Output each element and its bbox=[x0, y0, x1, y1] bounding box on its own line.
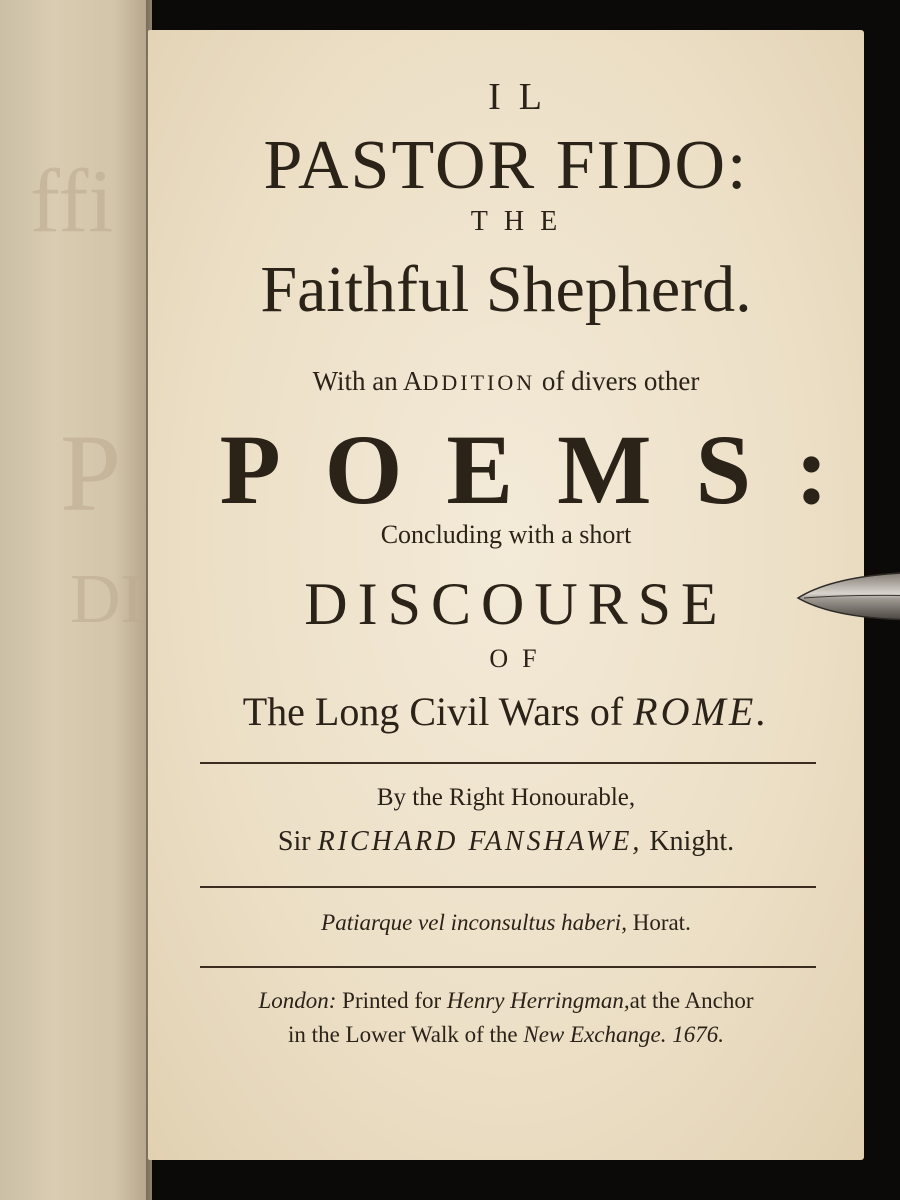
imprint-walk: in the Lower Walk of the bbox=[288, 1022, 524, 1047]
author-line bbox=[148, 826, 864, 858]
title-line-pastor-fido: PASTOR FIDO: bbox=[263, 127, 749, 204]
imprint-location: at the Anchor bbox=[629, 988, 754, 1013]
facing-page bbox=[0, 0, 152, 1200]
addition-small-caps: DDITION bbox=[422, 370, 536, 395]
metal-page-clip-icon bbox=[796, 570, 900, 622]
author-intro: By the Right Honourable, bbox=[376, 784, 636, 811]
horizontal-rule bbox=[200, 886, 816, 888]
show-through-ghost-text: P bbox=[60, 412, 122, 534]
show-through-ghost-text: ffi bbox=[30, 152, 114, 251]
horizontal-rule bbox=[200, 762, 816, 764]
title-line-civil-wars bbox=[148, 688, 864, 735]
title-line-addition bbox=[148, 366, 864, 397]
imprint-place: London: bbox=[258, 988, 337, 1013]
horizontal-rule bbox=[200, 966, 816, 968]
title-line-discourse: DISCOURSE bbox=[304, 571, 728, 637]
motto bbox=[148, 910, 864, 936]
imprint-publisher: Henry Herringman, bbox=[446, 988, 630, 1013]
motto-source: Horat. bbox=[626, 910, 691, 935]
civil-wars-pre: The Long Civil Wars of bbox=[242, 689, 634, 734]
title-page bbox=[148, 30, 873, 1160]
imprint-printed-for: Printed for bbox=[336, 988, 447, 1013]
addition-pre: With an bbox=[312, 366, 404, 396]
addition-post: of divers other bbox=[535, 366, 700, 396]
title-line-poems: POEMS: bbox=[219, 414, 873, 525]
title-line-il: IL bbox=[488, 76, 560, 118]
imprint-year: 1676. bbox=[666, 1022, 724, 1047]
motto-latin: Patiarque vel inconsultus haberi, bbox=[321, 910, 627, 935]
title-line-the: THE bbox=[470, 206, 574, 237]
show-through-ghost-text: DI bbox=[70, 561, 144, 638]
author-post: Knight. bbox=[642, 826, 735, 857]
author-name: RICHARD FANSHAWE, bbox=[317, 826, 643, 857]
addition-cap: A bbox=[403, 366, 423, 396]
civil-wars-rome: ROME. bbox=[633, 689, 770, 734]
title-line-of: OF bbox=[489, 644, 551, 673]
imprint-line-1 bbox=[148, 988, 864, 1014]
imprint-exchange: New Exchange. bbox=[523, 1022, 667, 1047]
title-line-concluding: Concluding with a short bbox=[380, 520, 632, 549]
author-pre: Sir bbox=[277, 826, 318, 857]
imprint-line-2 bbox=[148, 1022, 864, 1048]
title-line-faithful-shepherd: Faithful Shepherd. bbox=[260, 253, 752, 326]
